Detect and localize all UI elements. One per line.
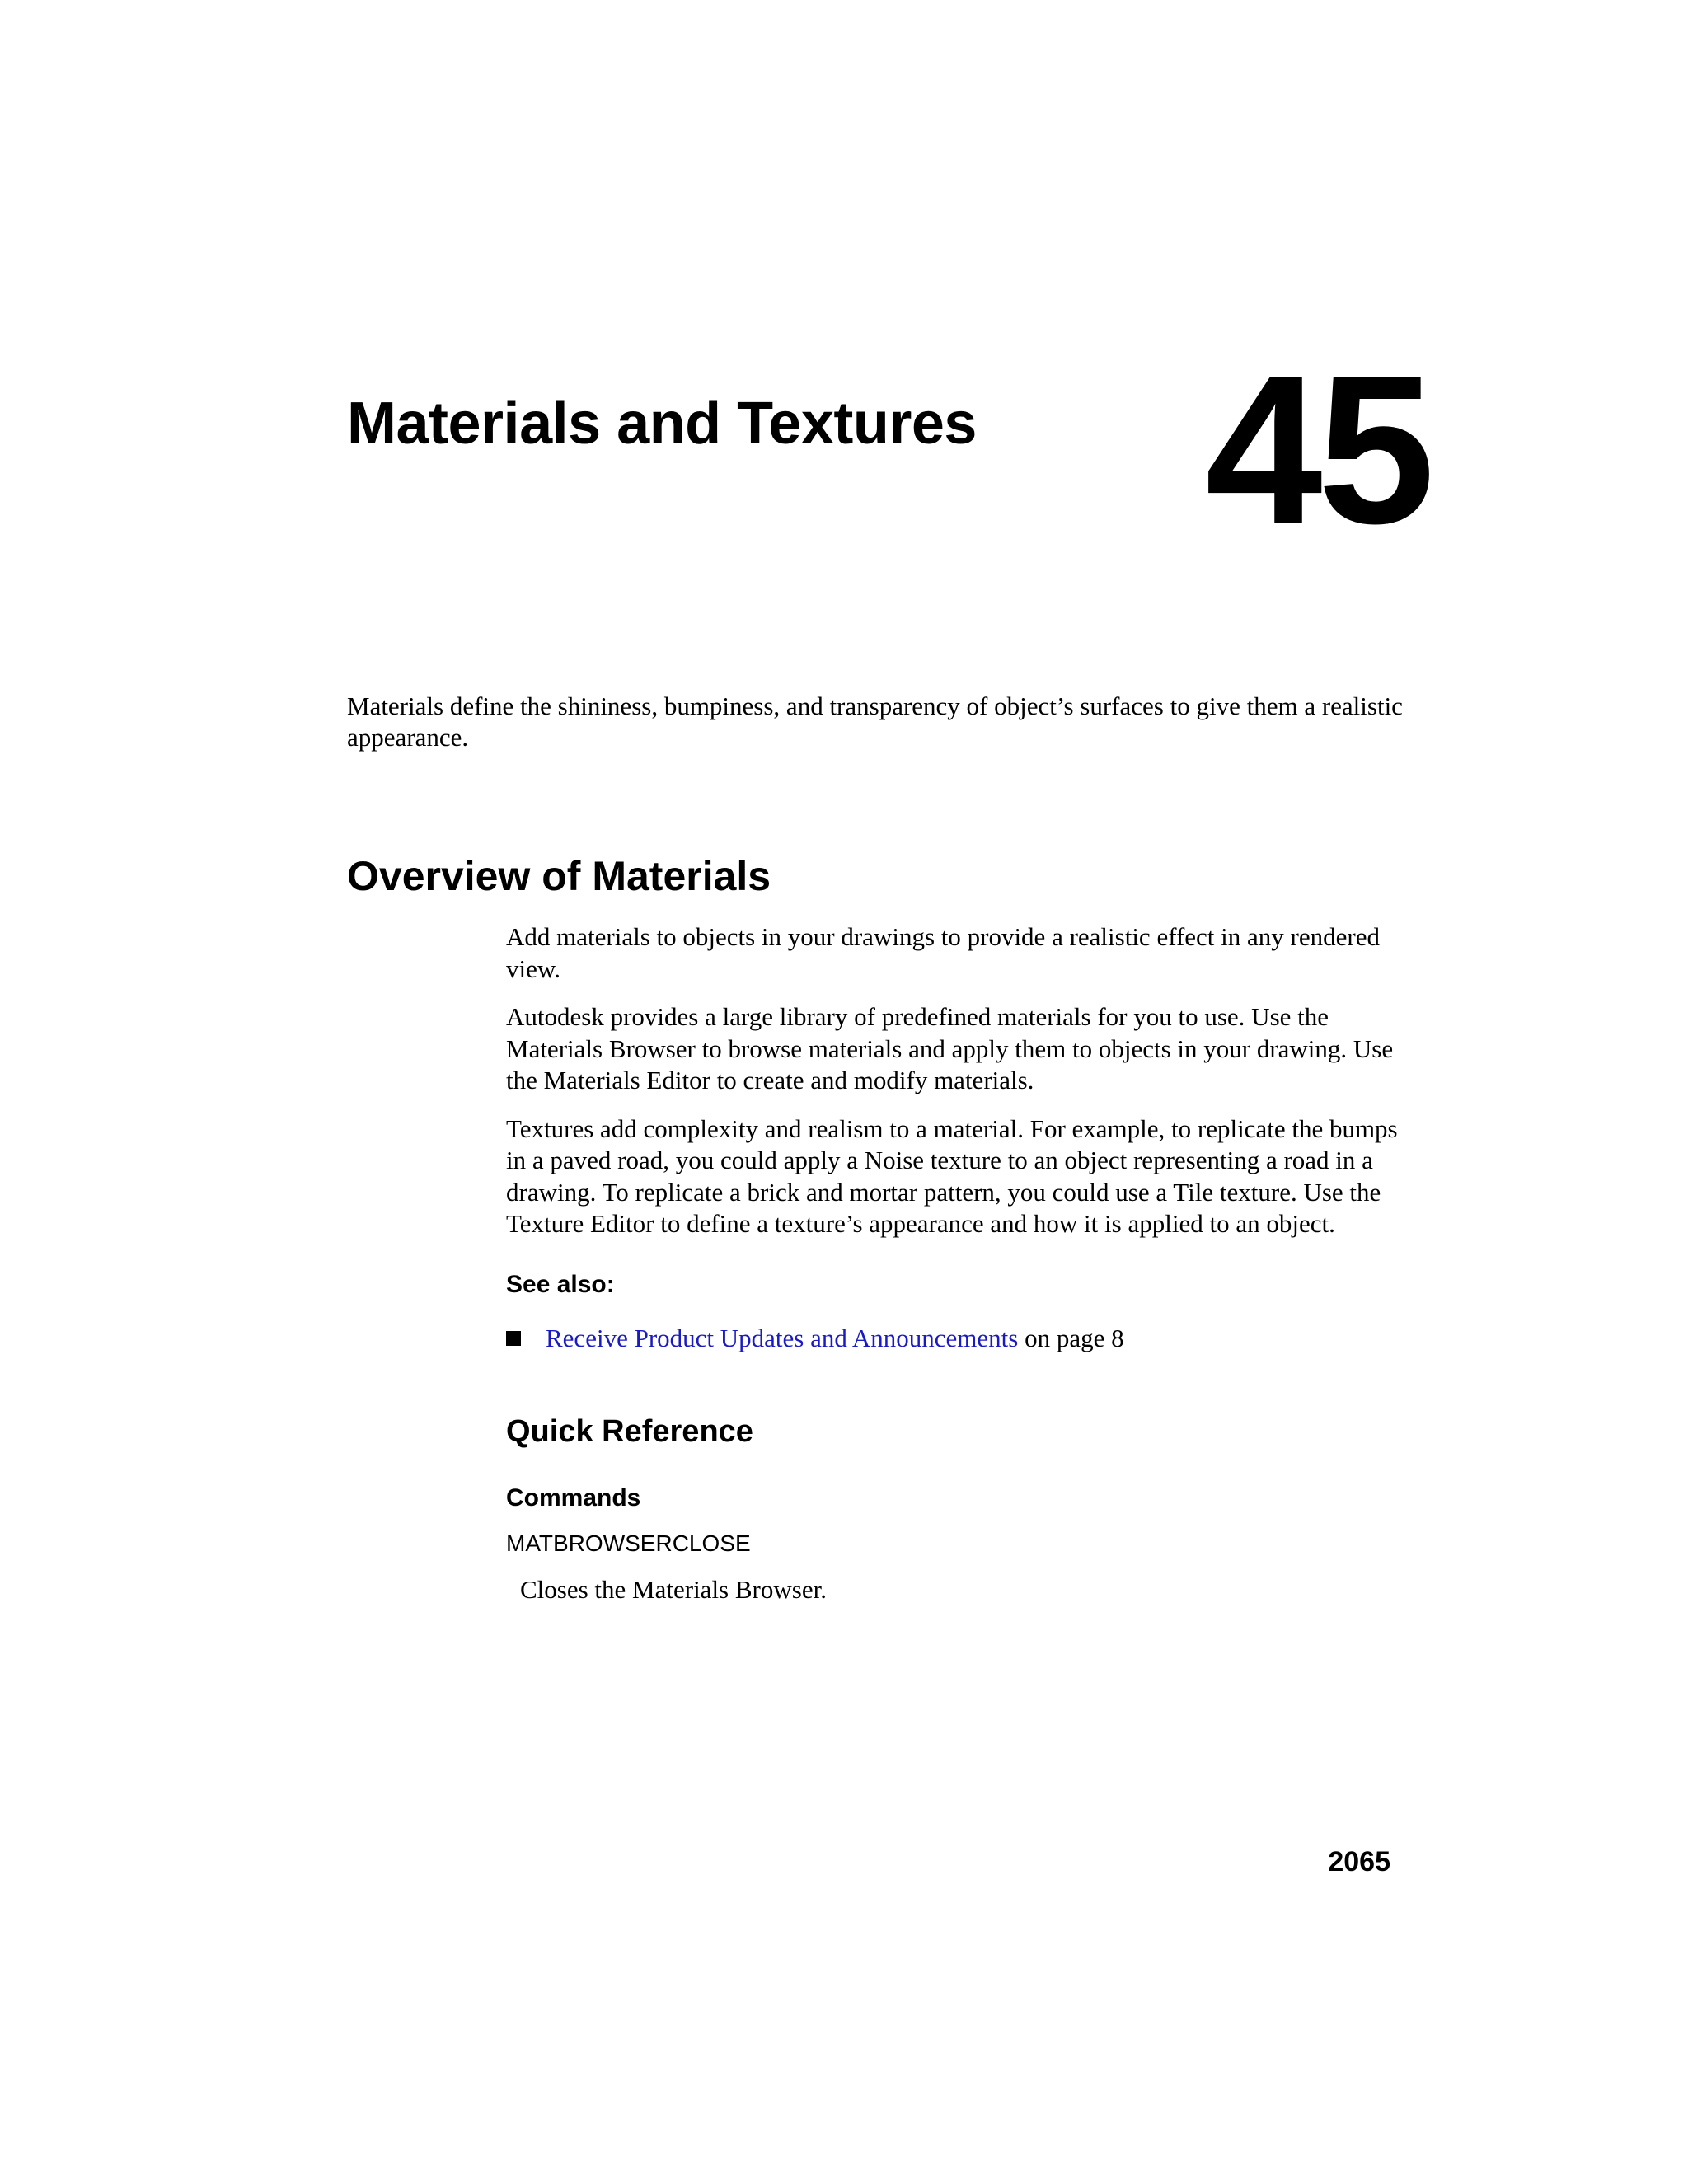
chapter-title: Materials and Textures	[347, 391, 977, 457]
paragraph-textures: Textures add complexity and realism to a material. For example, to replicate the bumps in a paved road, you could apply a Noise texture to an object representing a road in a drawing. To replicate a brick and mortar pattern, you could use a Tile texture. Use the Texture Editor to define a texture’s appearance and how it is applied to an object.	[506, 1113, 1398, 1238]
section-heading: Overview of Materials	[347, 853, 771, 899]
see-also-list	[506, 1323, 1413, 1354]
product-updates-link[interactable]: Receive Product Updates and Announcements	[546, 1323, 1019, 1352]
chapter-number: 45	[1205, 332, 1430, 568]
command-name: MATBROWSERCLOSE	[506, 1530, 751, 1557]
page-reference: on page 8	[1018, 1323, 1124, 1352]
quick-reference-heading: Quick Reference	[506, 1413, 753, 1449]
list-item	[506, 1323, 1413, 1354]
intro-paragraph: Materials define the shininess, bumpiness, and transparency of object’s surfaces to give them a realistic appearance.	[347, 691, 1403, 752]
command-description: Closes the Materials Browser.	[520, 1574, 827, 1604]
commands-label: Commands	[506, 1484, 641, 1512]
section-content	[506, 921, 1413, 1605]
paragraph-library: Autodesk provides a large library of predefined materials for you to use. Use the Materials Browser to browse materials and apply them to objects in your drawing. Use the Materials Editor to create and modify materials.	[506, 1002, 1394, 1094]
paragraph-materials: Add materials to objects in your drawings to provide a realistic effect in any rendered view.	[506, 922, 1380, 983]
see-also-label: See also:	[506, 1270, 615, 1298]
page-number: 2065	[1328, 1846, 1390, 1877]
square-bullet-icon	[506, 1331, 521, 1346]
